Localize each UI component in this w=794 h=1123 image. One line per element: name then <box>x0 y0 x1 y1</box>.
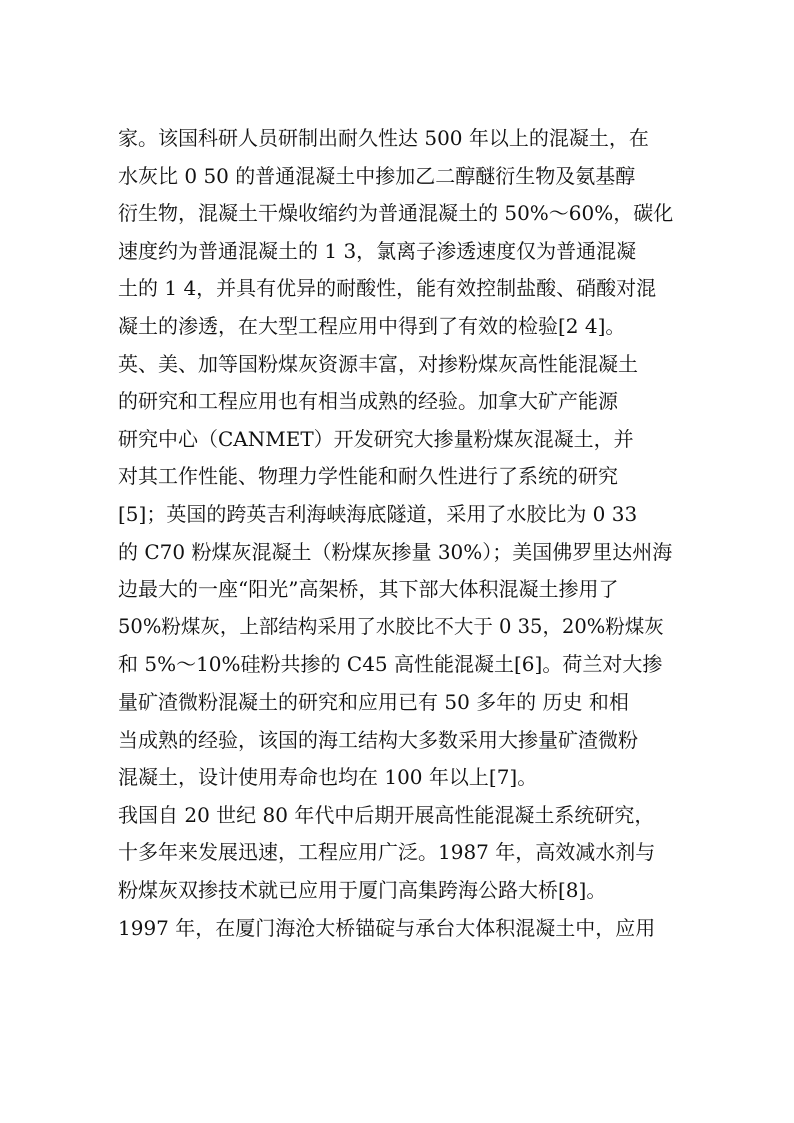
text-line: 的 C70 粉煤灰混凝土（粉煤灰掺量 30%）；美国佛罗里达州海 <box>118 540 673 564</box>
text-line: 我国自 20 世纪 80 年代中后期开展高性能混凝土系统研究， <box>118 803 655 827</box>
text-line: 水灰比 0 50 的普通混凝土中掺加乙二醇醚衍生物及氨基醇 <box>118 164 636 188</box>
text-line: 凝土的渗透，在大型工程应用中得到了有效的检验[2 4]。 <box>118 314 626 338</box>
text-line: 土的 1 4，并具有优异的耐酸性，能有效控制盐酸、硝酸对混 <box>118 276 657 300</box>
text-line: 量矿渣微粉混凝土的研究和应用已有 50 多年的 历史 和相 <box>118 690 629 714</box>
text-line: 的研究和工程应用也有相当成熟的经验。加拿大矿产能源 <box>118 389 618 413</box>
text-line: 研究中心（CANMET）开发研究大掺量粉煤灰混凝土，并 <box>118 427 634 451</box>
text-line: 家。该国科研人员研制出耐久性达 500 年以上的混凝土，在 <box>118 126 649 150</box>
text-line: 1997 年，在厦门海沧大桥锚碇与承台大体积混凝土中，应用 <box>118 916 656 940</box>
text-line: 和 5%～10%硅粉共掺的 C45 高性能混凝土[6]。荷兰对大掺 <box>118 652 663 676</box>
text-line: 50%粉煤灰，上部结构采用了水胶比不大于 0 35，20%粉煤灰 <box>118 615 664 638</box>
text-line: 衍生物，混凝土干燥收缩约为普通混凝土的 50%～60%，碳化 <box>118 201 674 225</box>
text-line: 对其工作性能、物理力学性能和耐久性进行了系统的研究 <box>118 464 618 488</box>
text-line: [5]；英国的跨英吉利海峡海底隧道，采用了水胶比为 0 33 <box>118 502 638 526</box>
text-line: 十多年来发展迅速，工程应用广泛。1987 年，高效减水剂与 <box>118 840 656 864</box>
text-line: 边最大的一座“阳光”高架桥，其下部大体积混凝土掺用了 <box>118 577 619 601</box>
text-line: 粉煤灰双掺技术就已应用于厦门高集跨海公路大桥[8]。 <box>118 878 607 902</box>
text-line: 英、美、加等国粉煤灰资源丰富，对掺粉煤灰高性能混凝土 <box>118 352 638 376</box>
text-line: 当成熟的经验，该国的海工结构大多数采用大掺量矿渣微粉 <box>118 728 638 752</box>
text-line: 混凝土，设计使用寿命也均在 100 年以上[7]。 <box>118 765 538 789</box>
text-line: 速度约为普通混凝土的 1 3，氯离子渗透速度仅为普通混凝 <box>118 239 637 263</box>
